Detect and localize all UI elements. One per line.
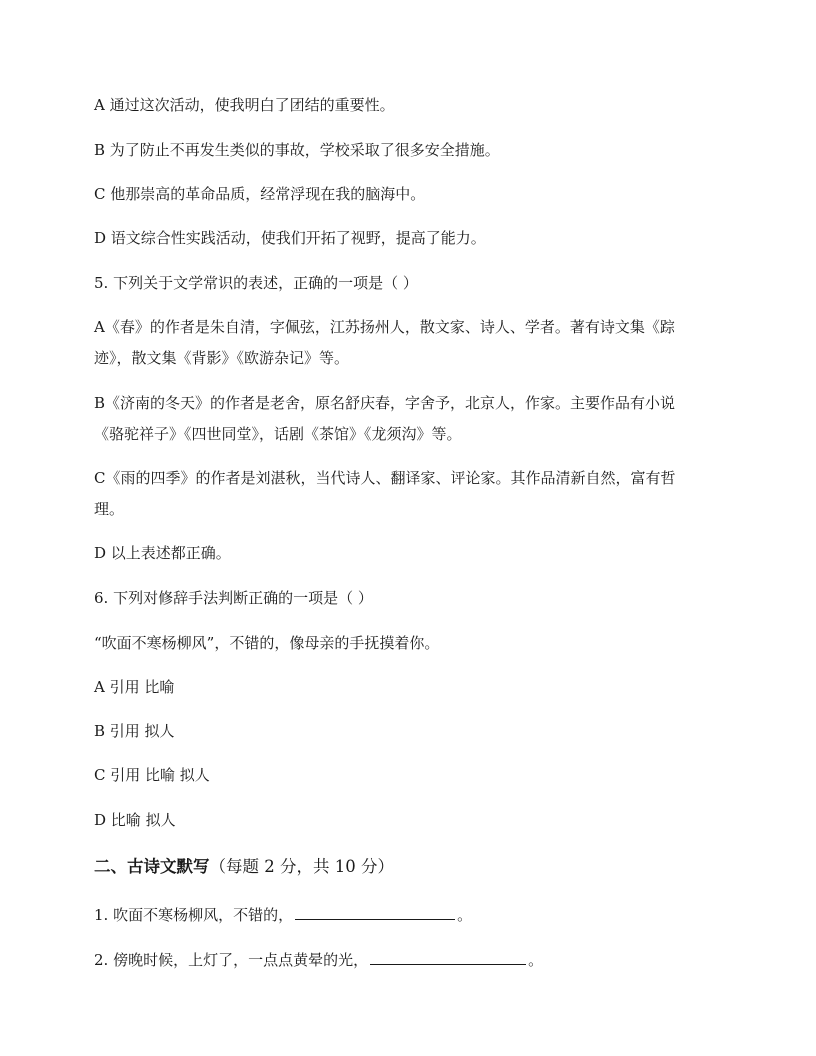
dictation-item-1-blank[interactable] <box>295 903 455 920</box>
section-2-score-note: （每题 2 分，共 10 分） <box>209 857 394 876</box>
q5-option-c-line2: 理。 <box>94 500 125 518</box>
dictation-item-2-text: 2. 傍晚时候，上灯了，一点点黄晕的光， <box>94 951 369 969</box>
q5-option-a-line1: A《春》的作者是朱自清，字佩弦，江苏扬州人，散文家、诗人、学者。著有诗文集《踪 <box>94 318 675 336</box>
dictation-item-2-end: 。 <box>528 951 544 969</box>
q5-option-a-line2: 迹》，散文集《背影》《欧游杂记》等。 <box>94 349 350 367</box>
dictation-item-1 <box>94 903 472 925</box>
q5-stem: 5. 下列关于文学常识的表述，正确的一项是（ ） <box>94 274 418 292</box>
q4-option-a: A 通过这次活动，使我明白了团结的重要性。 <box>94 96 395 114</box>
q6-option-b: B 引用 拟人 <box>94 722 175 740</box>
q5-option-c-line1: C《雨的四季》的作者是刘湛秋，当代诗人、翻译家、评论家。其作品清新自然，富有哲 <box>94 469 676 487</box>
q4-option-d: D 语文综合性实践活动，使我们开拓了视野，提高了能力。 <box>94 229 486 247</box>
q6-option-a: A 引用 比喻 <box>94 678 175 696</box>
q5-option-b-line1: B《济南的冬天》的作者是老舍，原名舒庆春，字舍予，北京人，作家。主要作品有小说 <box>94 394 676 412</box>
q5-option-d: D 以上表述都正确。 <box>94 544 231 562</box>
q4-option-b: B 为了防止不再发生类似的事故，学校采取了很多安全措施。 <box>94 141 500 159</box>
dictation-item-2 <box>94 948 543 970</box>
dictation-item-2-blank[interactable] <box>370 948 526 965</box>
q4-option-c: C 他那崇高的革命品质，经常浮现在我的脑海中。 <box>94 185 426 203</box>
q5-option-b-line2: 《骆驼祥子》《四世同堂》，话剧《茶馆》《龙须沟》等。 <box>94 425 462 443</box>
dictation-item-1-text: 1. 吹面不寒杨柳风，不错的， <box>94 906 294 924</box>
q6-quote: “吹面不寒杨柳风”，不错的，像母亲的手抚摸着你。 <box>94 634 440 652</box>
dictation-item-1-end: 。 <box>457 906 473 924</box>
q6-stem: 6. 下列对修辞手法判断正确的一项是（ ） <box>94 589 373 607</box>
q6-option-c: C 引用 比喻 拟人 <box>94 766 210 784</box>
section-2-title: 二、古诗文默写 <box>94 857 210 876</box>
q6-option-d: D 比喻 拟人 <box>94 811 176 829</box>
section-2-heading <box>94 856 394 878</box>
